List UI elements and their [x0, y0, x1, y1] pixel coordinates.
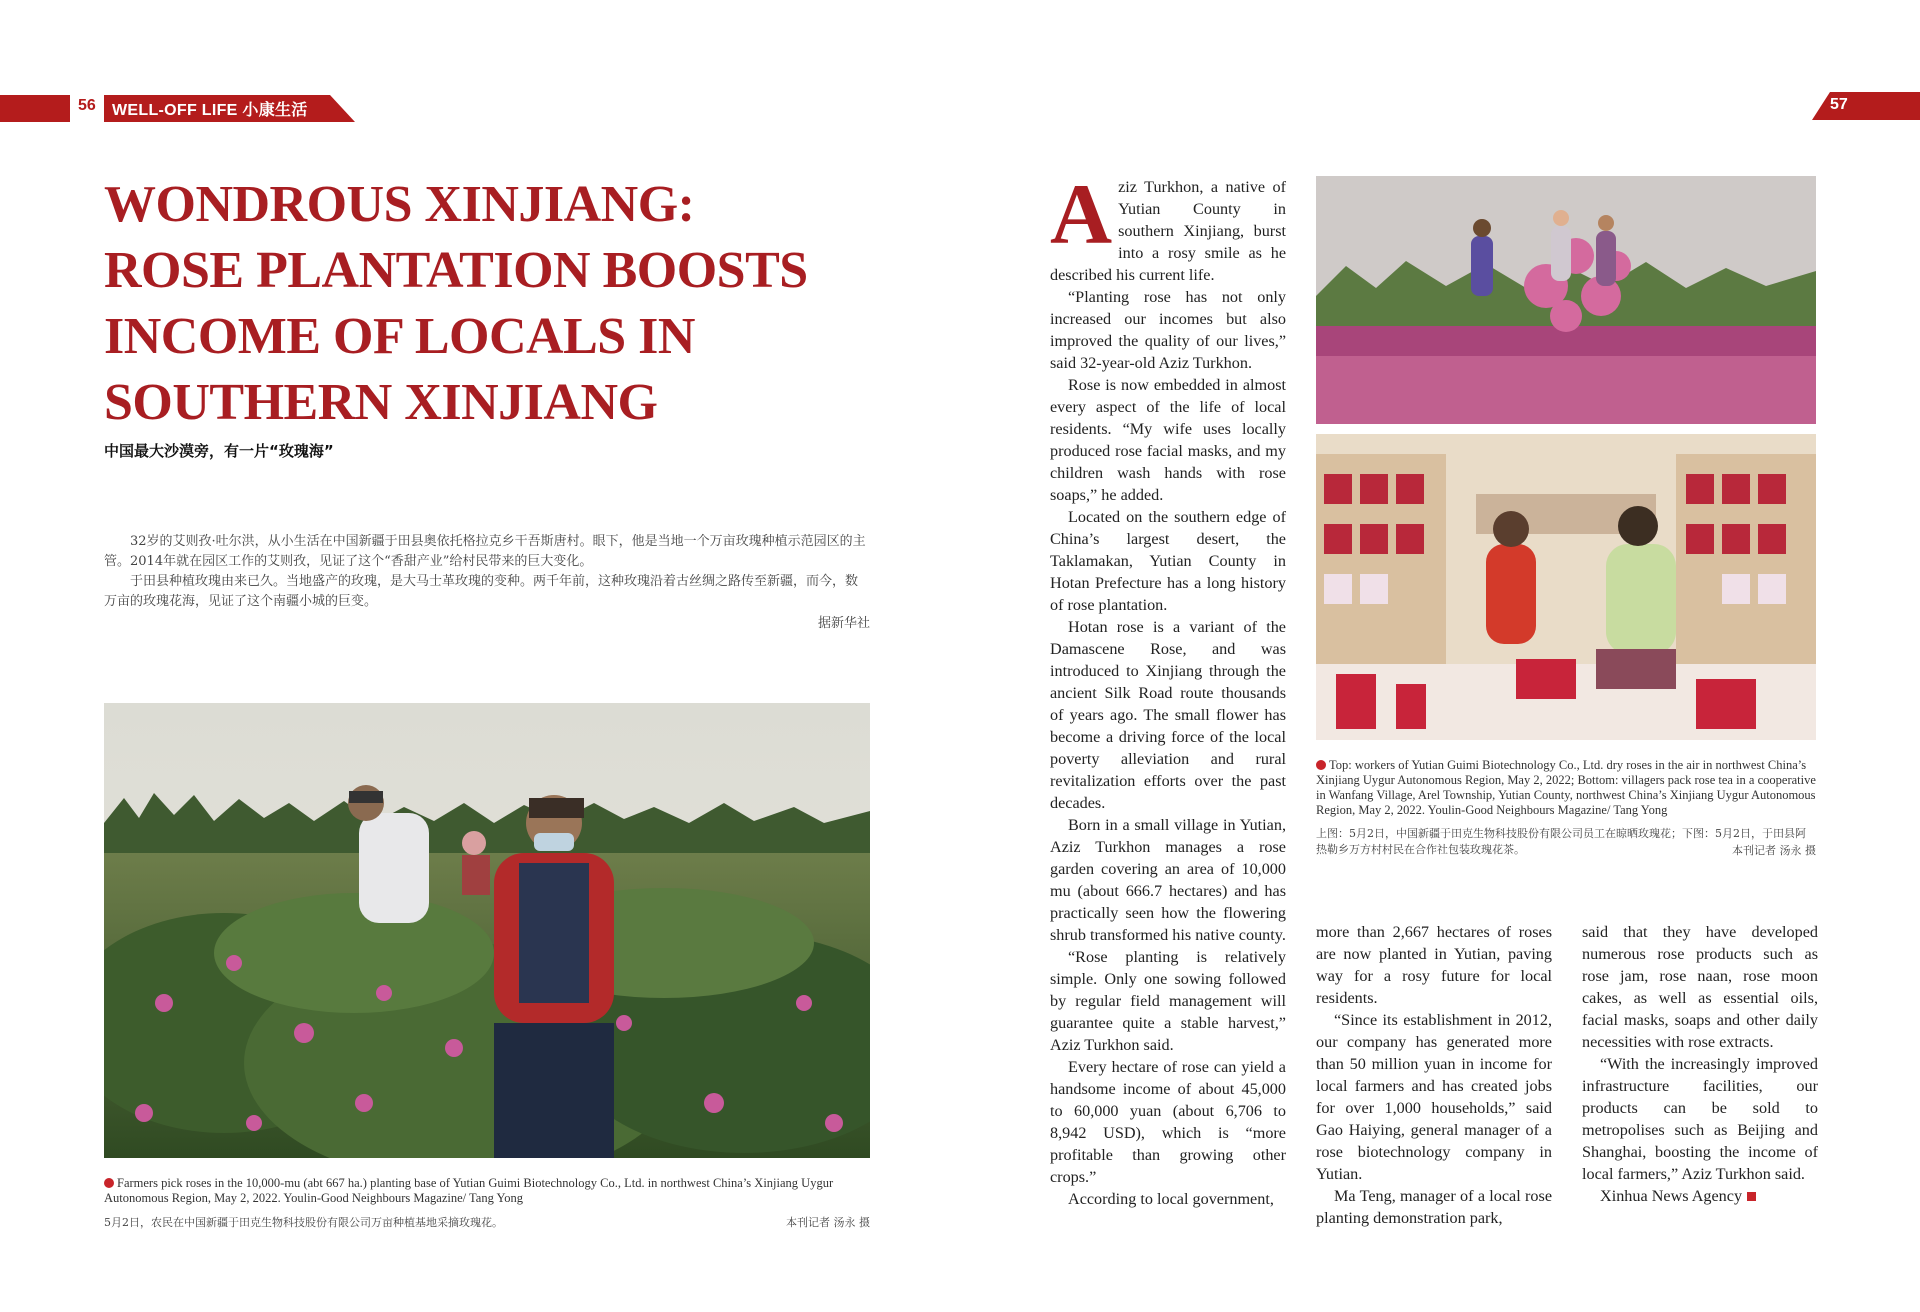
- byline-paragraph: [1582, 1185, 1818, 1207]
- body-paragraph: According to local government,: [1068, 1190, 1274, 1208]
- body-paragraph: Every hectare of rose can yield a handsome income of about 45,000 to 60,000 yuan (about 6,706 to 8,942 USD), which is “more profitable than growing other crops.”: [1050, 1058, 1286, 1186]
- right-page-number: 57: [1830, 96, 1848, 113]
- chinese-source: 据新华社: [817, 616, 870, 631]
- body-paragraph: “With the increasingly improved infrastructure facilities, our products can be sold to metropolises such as Beijing and Shanghai, boosting the income of local farmers,” Aziz Turkhon said.: [1582, 1055, 1818, 1183]
- right-header-bar: [1812, 92, 1920, 120]
- title-line: INCOME OF LOCALS IN: [104, 308, 695, 365]
- body-paragraph: “Rose planting is relatively simple. Only one sowing followed by regular field management will guarantee quite a stable harvest,” Aziz Turkhon said.: [1050, 948, 1286, 1054]
- title-line: ROSE PLANTATION BOOSTS: [104, 242, 808, 299]
- body-column-1: [1050, 166, 1286, 1226]
- chinese-summary-paragraph: 32岁的艾则孜·吐尔洪，从小生活在中国新疆于田县奥依托格拉克乡干吾斯唐村。眼下，他是当地一个万亩玫瑰种植示范园区的主管。2014年就在园区工作的艾则孜，见证了这个“香甜产业”给村民带来的巨大变化。: [104, 534, 866, 569]
- photo-illustration: [104, 703, 870, 1158]
- right-photos-caption: [1316, 758, 1816, 818]
- bottom-right-photo-packing-rose-tea: [1316, 434, 1816, 740]
- body-paragraph: Born in a small village in Yutian, Aziz Turkhon manages a rose garden covering an area of 10,000 mu (about 666.7 hectares) and has practically seen how the flowering shrub transformed his native county.: [1050, 816, 1286, 944]
- photo-illustration: [1316, 434, 1816, 740]
- body-paragraph: said that they have developed numerous rose products such as rose jam, rose naan, rose moon cakes, as well as essential oils, facial masks, soaps and other daily necessities with rose extracts.: [1582, 923, 1818, 1051]
- left-page-number: 56: [78, 97, 96, 114]
- main-photo-caption: [104, 1176, 870, 1206]
- right-caption-chinese: 上图：5月2日，中国新疆于田克生物科技股份有限公司员工在晾晒玫瑰花；下图：5月2日，于田县阿热勒乡万方村村民在合作社包装玫瑰花茶。: [1316, 827, 1806, 856]
- right-caption-text: Top: workers of Yutian Guimi Biotechnology Co., Ltd. dry roses in the air in northwest China’s Xinjiang Uygur Autonomous Region, May 2, 2022; Bottom: villagers pack rose tea in a cooperative in Wanfang Village, Arel Township, Yutian County, northwest China’s Xinjiang Uygur Autonomous Region, May 2, 2022. Youlin-Good Neighbours Magazine/ Tang Yong: [1316, 758, 1816, 817]
- camera-icon: [1316, 760, 1326, 770]
- camera-icon: [104, 1178, 114, 1188]
- lead-paragraph: [1050, 166, 1286, 286]
- body-paragraph: Rose is now embedded in almost every aspect of the life of local residents. “My wife uses locally produced rose facial masks, and my children wash hands with rose soaps,” he added.: [1050, 376, 1286, 504]
- title-line: WONDROUS XINJIANG:: [104, 176, 695, 233]
- body-column-3: [1582, 921, 1818, 1221]
- main-caption-credit: 本刊记者 汤永 摄: [786, 1216, 870, 1229]
- body-paragraph: “Since its establishment in 2012, our company has generated more than 50 million yuan in income for local farmers and has created jobs for over 1,000 households,” said Gao Haiying, general manager of a rose biotechnology company in Yutian.: [1316, 1011, 1552, 1183]
- photo-illustration: [1316, 176, 1816, 424]
- byline: Xinhua News Agency: [1600, 1187, 1743, 1205]
- main-photo-farmers-picking-roses: [104, 703, 870, 1158]
- top-right-photo-drying-roses: [1316, 176, 1816, 424]
- right-caption-credit: 本刊记者 汤永 摄: [1706, 842, 1816, 858]
- chinese-summary-paragraph: 于田县种植玫瑰由来已久。当地盛产的玫瑰，是大马士革玫瑰的变种。两千年前，这种玫瑰沿着古丝绸之路传至新疆，而今，数万亩的玫瑰花海，见证了这个南疆小城的巨变。: [104, 574, 859, 609]
- article-title: [104, 172, 864, 436]
- section-title: WELL-OFF LIFE 小康生活: [112, 102, 308, 119]
- body-column-2: [1316, 921, 1552, 1227]
- main-caption-chinese: 5月2日，农民在中国新疆于田克生物科技股份有限公司万亩种植基地采摘玫瑰花。: [104, 1216, 503, 1229]
- body-paragraph: Located on the southern edge of China’s largest desert, the Taklamakan, Yutian County in Hotan Prefecture has a long history of rose plantation.: [1050, 508, 1286, 614]
- drop-cap: A: [1050, 166, 1113, 262]
- body-paragraph: “Planting rose has not only increased our incomes but also improved the quality of our lives,” said 32-year-old Aziz Turkhon.: [1050, 288, 1286, 372]
- title-line: SOUTHERN XINJIANG: [104, 374, 658, 431]
- body-paragraph: Hotan rose is a variant of the Damascene Rose, and was introduced to Xinjiang through the ancient Silk Road route thousands of years ago. The small flower has become a driving force of the local poverty alleviation and rural revitalization efforts over the past decades.: [1050, 618, 1286, 812]
- lead-text: ziz Turkhon, a native of Yutian County in southern Xinjiang, burst into a rosy smile as he described his current life.: [1050, 178, 1286, 284]
- body-paragraph: more than 2,667 hectares of roses are now planted in Yutian, paving way for a rosy future for local residents.: [1316, 923, 1552, 1007]
- chinese-subtitle: 中国最大沙漠旁，有一片“玫瑰海”: [104, 442, 334, 460]
- main-caption-text: Farmers pick roses in the 10,000-mu (abt 667 ha.) planting base of Yutian Guimi Biotechnology Co., Ltd. in northwest China’s Xinjiang Uygur Autonomous Region, May 2, 2022. Youlin-Good Neighbours Magazine/ Tang Yong: [104, 1176, 834, 1205]
- end-mark: [1747, 1192, 1756, 1201]
- body-paragraph: Ma Teng, manager of a local rose planting demonstration park,: [1316, 1187, 1552, 1227]
